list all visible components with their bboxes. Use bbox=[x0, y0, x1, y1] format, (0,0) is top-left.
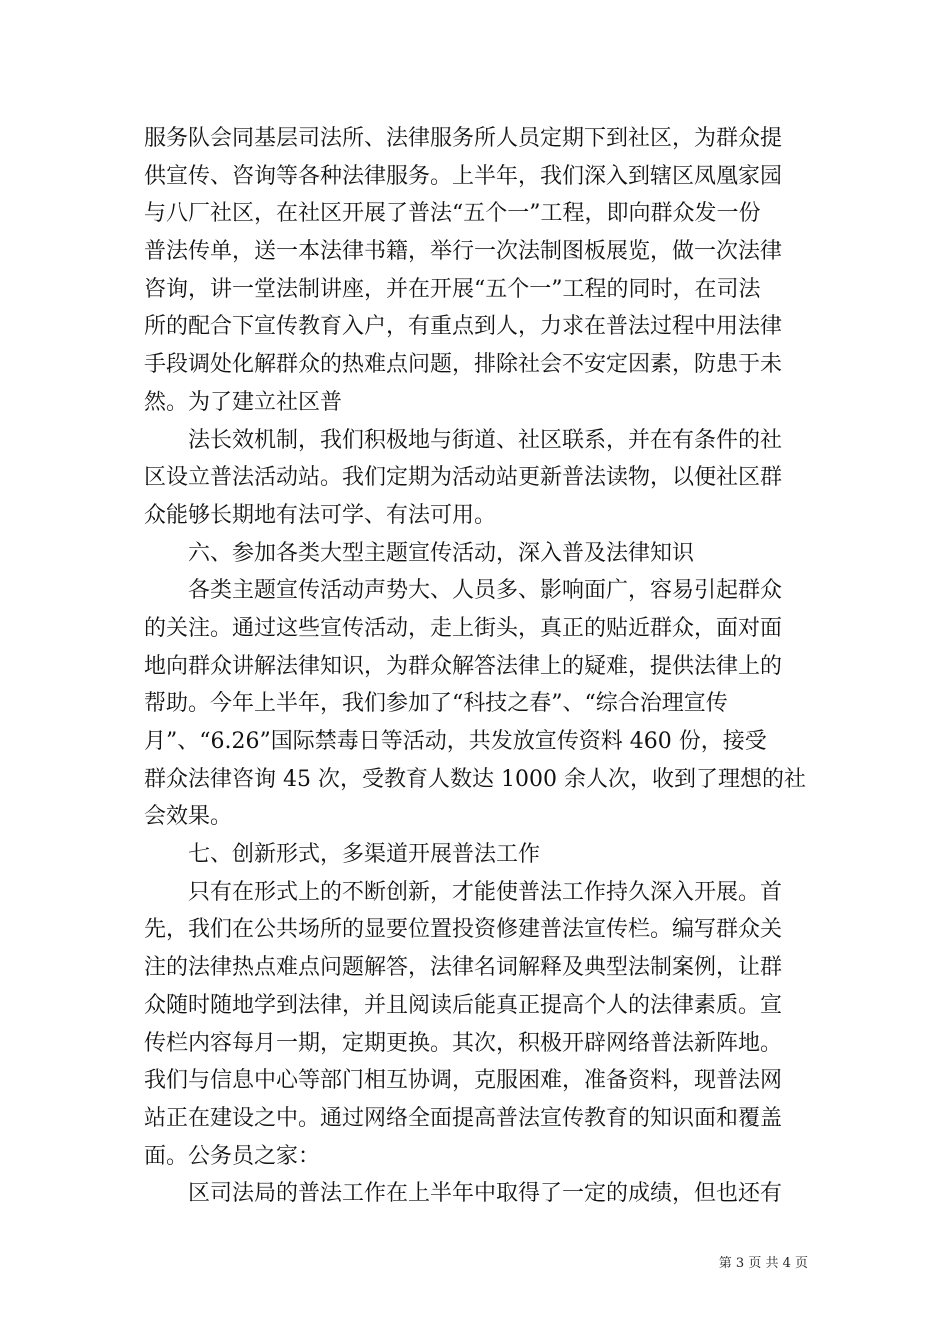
text-line: 群众法律咨询 45 次，受教育人数达 1000 余人次，收到了理想的社 bbox=[144, 766, 806, 792]
text-line: 所的配合下宣传教育入户，有重点到人，力求在普法过程中用法律 bbox=[144, 314, 783, 340]
text-line: 普法传单，送一本法律书籍，举行一次法制图板展览，做一次法律 bbox=[144, 239, 783, 265]
text-line: 区设立普法活动站。我们定期为活动站更新普法读物，以便社区群 bbox=[144, 465, 783, 491]
text-line: 各类主题宣传活动声势大、人员多、影响面广，容易引起群众 bbox=[188, 578, 783, 604]
text-line: 众能够长期地有法可学、有法可用。 bbox=[144, 502, 497, 528]
text-line: 众随时随地学到法律，并且阅读后能真正提高个人的法律素质。宣 bbox=[144, 992, 783, 1018]
text-line: 站正在建设之中。通过网络全面提高普法宣传教育的知识面和覆盖 bbox=[144, 1105, 783, 1131]
section-heading: 七、创新形式，多渠道开展普法工作 bbox=[188, 842, 541, 868]
text-line: 先，我们在公共场所的显要位置投资修建普法宣传栏。编写群众关 bbox=[144, 917, 783, 943]
text-line: 法长效机制，我们积极地与街道、社区联系，并在有条件的社 bbox=[188, 427, 783, 453]
section-heading: 六、参加各类大型主题宣传活动，深入普及法律知识 bbox=[188, 540, 695, 566]
page-number: 第 3 页 共 4 页 bbox=[718, 1256, 808, 1271]
text-line: 面。公务员之家： bbox=[144, 1143, 321, 1169]
text-line: 服务队会同基层司法所、法律服务所人员定期下到社区，为群众提 bbox=[144, 126, 783, 151]
text-line: 只有在形式上的不断创新，才能使普法工作持久深入开展。首 bbox=[188, 879, 783, 905]
text-line: 供宣传、咨询等各种法律服务。上半年，我们深入到辖区凤凰家园 bbox=[144, 163, 783, 189]
text-line: 然。为了建立社区普 bbox=[144, 389, 343, 415]
text-line: 我们与信息中心等部门相互协调，克服困难，准备资料，现普法网 bbox=[144, 1068, 783, 1094]
body-text bbox=[144, 120, 810, 1213]
text-line: 月”、“6.26”国际禁毒日等活动，共发放宣传资料 460 份，接受 bbox=[144, 729, 767, 754]
text-line: 咨询，讲一堂法制讲座，并在开展“五个一”工程的同时，在司法 bbox=[144, 276, 761, 302]
text-line: 区司法局的普法工作在上半年中取得了一定的成绩，但也还有 bbox=[188, 1181, 783, 1207]
text-line: 传栏内容每月一期，定期更换。其次，积极开辟网络普法新阵地。 bbox=[144, 1030, 783, 1056]
text-line: 手段调处化解群众的热难点问题，排除社会不安定因素，防患于未 bbox=[144, 352, 783, 378]
text-line: 的关注。通过这些宣传活动，走上街头，真正的贴近群众，面对面 bbox=[144, 615, 783, 641]
text-line: 地向群众讲解法律知识，为群众解答法律上的疑难，提供法律上的 bbox=[144, 653, 783, 679]
text-line: 与八厂社区，在社区开展了普法“五个一”工程，即向群众发一份 bbox=[144, 201, 761, 227]
text-line: 注的法律热点难点问题解答，法律名词解释及典型法制案例，让群 bbox=[144, 955, 783, 981]
text-line: 会效果。 bbox=[144, 804, 233, 830]
text-line: 帮助。今年上半年，我们参加了“科技之春”、“综合治理宣传 bbox=[144, 691, 728, 717]
